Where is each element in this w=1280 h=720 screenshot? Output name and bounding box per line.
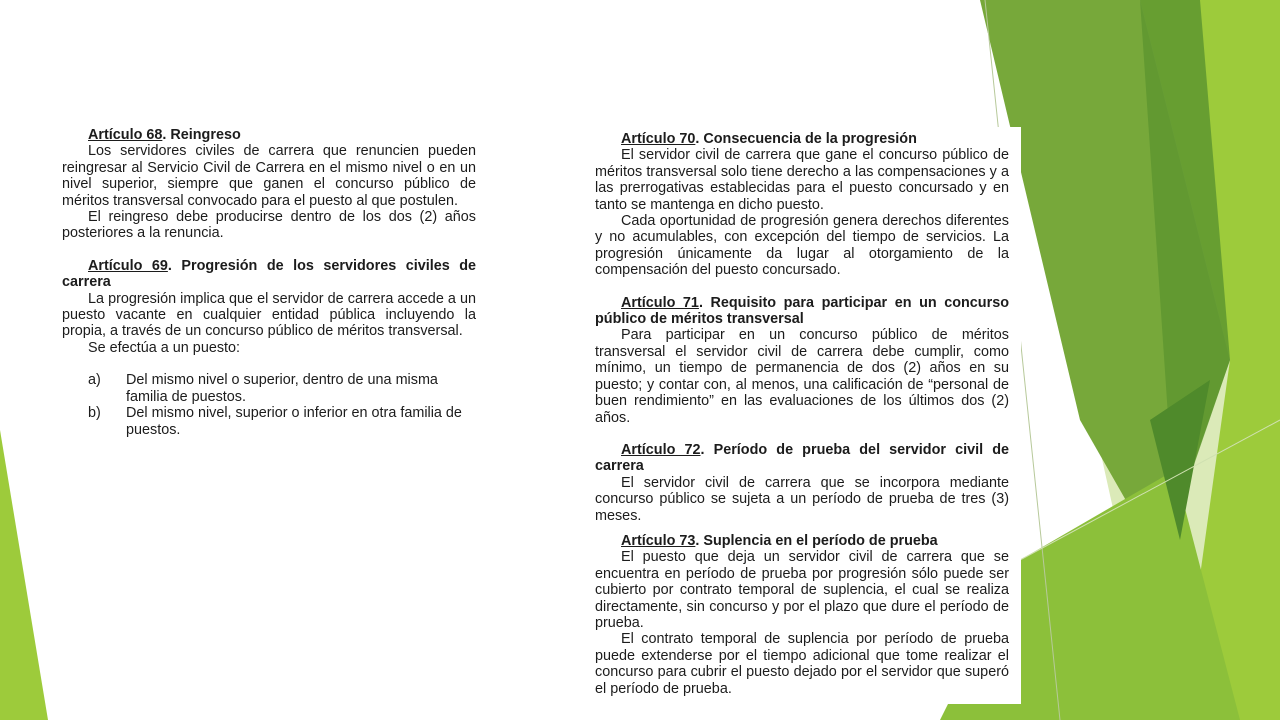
article-number: Artículo 69: [88, 257, 168, 274]
list-item: [62, 372, 476, 405]
article-number: Artículo 73: [621, 532, 696, 549]
paragraph: El reingreso debe producirse dentro de los dos (2) años posteriores a la renuncia.: [62, 209, 476, 242]
left-green-wedge: [0, 430, 48, 720]
article-number: Artículo 70: [621, 131, 696, 147]
article-68-heading: [62, 127, 476, 143]
paragraph: Se efectúa a un puesto:: [88, 339, 241, 356]
document-excerpt-right: [586, 127, 1021, 704]
paragraph: Para participar en un concurso público de méritos transversal el servidor civil de carrera debe cumplir, como mínimo, un tiempo de permanencia de dos (2) años en su puesto; y contar con, al menos, una calificación de “personal de buen rendimiento” en las evaluaciones de los últimos dos (2) años.: [595, 327, 1009, 426]
article-71-heading: [595, 295, 1009, 328]
list-text: Del mismo nivel o superior, dentro de una misma familia de puestos.: [126, 372, 438, 405]
article-title: . Requisito para participar en un concurso público de méritos transversal: [595, 294, 1009, 328]
article-title: . Progresión de los servidores civiles de carrera: [62, 257, 476, 291]
paragraph: El servidor civil de carrera que gane el concurso público de méritos transversal solo tiene derecho a las compensaciones y a las prerrogativas establecidas para el puesto concursado y en tanto se mantenga en dicho puesto.: [595, 147, 1009, 213]
paragraph: El puesto que deja un servidor civil de carrera que se encuentra en período de prueba por progresión sólo puede ser cubierto por contrato temporal de suplencia, el cual se realiza directamente, sin concurso y por el plazo que dure el período de prueba.: [595, 549, 1009, 631]
paragraph: La progresión implica que el servidor de carrera accede a un puesto vacante en cualquier entidad pública incluyendo la propia, a través de un concurso público de méritos transversal.: [62, 290, 476, 340]
paragraph: Cada oportunidad de progresión genera derechos diferentes y no acumulables, con excepción del tiempo de servicios. La progresión únicamente da lugar al otorgamiento de la compensación del puesto concursado.: [595, 213, 1009, 279]
article-number: Artículo 72: [621, 441, 701, 458]
article-number: Artículo 68: [88, 127, 163, 143]
document-excerpt-left: [62, 127, 476, 438]
article-70-heading: [595, 131, 1009, 147]
article-title: . Reingreso: [162, 127, 241, 143]
paragraph: El contrato temporal de suplencia por período de prueba puede extenderse por el tiempo adicional que tome realizar el concurso para cubrir el puesto dejado por el servidor que superó el período de prueba.: [595, 631, 1009, 697]
article-69-heading: [62, 258, 476, 291]
article-number: Artículo 71: [621, 294, 699, 311]
article-72-heading: [595, 442, 1009, 475]
article-title: . Período de prueba del servidor civil de carrera: [595, 441, 1009, 475]
paragraph: Los servidores civiles de carrera que renuncien pueden reingresar al Servicio Civil de Carrera en el mismo nivel o en un nivel superior, siempre que ganen el concurso público de méritos transversal convocado para el puesto al que postulen.: [62, 143, 476, 209]
article-title: . Consecuencia de la progresión: [695, 131, 917, 147]
list-item: [62, 405, 476, 438]
list-text: Del mismo nivel, superior o inferior en otra familia de puestos.: [126, 405, 462, 438]
article-title: . Suplencia en el período de prueba: [695, 532, 938, 549]
paragraph: El servidor civil de carrera que se incorpora mediante concurso público se sujeta a un período de prueba de tres (3) meses.: [595, 474, 1009, 524]
article-73-heading: [595, 533, 1009, 549]
list-marker: a): [88, 372, 101, 389]
list-marker: b): [88, 405, 101, 422]
